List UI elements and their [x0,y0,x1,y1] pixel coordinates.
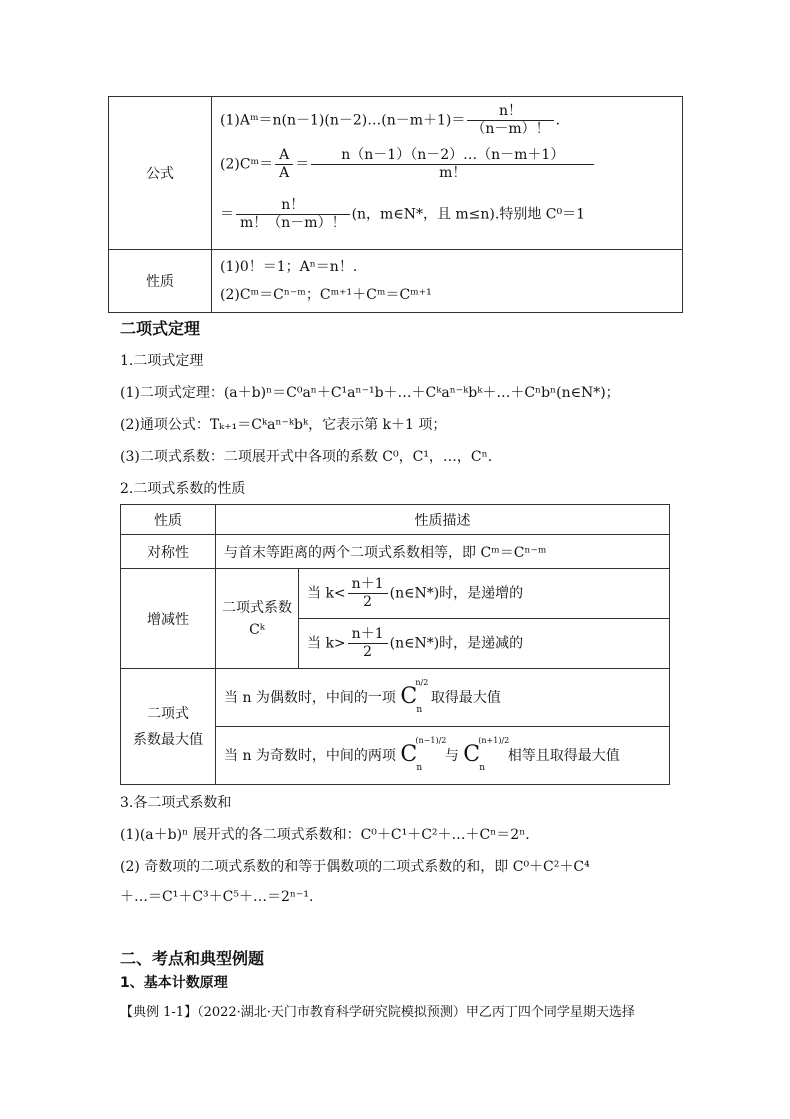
sum-line-3: ＋…＝C¹＋C³＋C⁵＋…＝2ⁿ⁻¹. [120,889,314,905]
binomial-c-symbol: C (n−1)/2 n [400,735,447,773]
formula-line-3: ＝ $\frac{n!}{m!(n-m)!}$ (n，m∈N*，且 m≤n).特别地 C⁰＝1 [220,197,586,231]
section-title-examples: 二、考点和典型例题 [120,949,265,968]
formula-label: 公式 [109,97,212,250]
binomial-line-1: (1)二项式定理：(a＋b)ⁿ＝C⁰aⁿ＋C¹aⁿ⁻¹b＋…＋Cᵏaⁿ⁻ᵏbᵏ＋…＋Cⁿbⁿ(n∈N*)； [120,385,620,401]
property-line-2: (2)Cᵐ＝Cⁿ⁻ᵐ；Cᵐ⁺¹＋Cᵐ＝Cᵐ⁺¹ [220,287,432,303]
binomial-line-2: (2)通项公式：Tₖ₊₁＝Cᵏaⁿ⁻ᵏbᵏ，它表示第 k＋1 项； [120,417,447,433]
sum-line-1: (1)(a＋b)ⁿ 展开式的各二项式系数和：C⁰＋C¹＋C²＋…＋Cⁿ＝2ⁿ. [120,827,530,843]
subheading-3: 3.各二项式系数和 [120,795,232,811]
monotonic-label: 增减性 [121,569,216,669]
fraction: $\frac{n!}{(n-m)!}$ [467,103,553,138]
header-description: 性质描述 [216,505,670,535]
binomial-c-symbol: C (n+1)/2 n [463,735,510,773]
subheading-1: 1.二项式定理 [120,353,204,369]
increasing-desc: 当 k< $\frac{n+1}{2}$ (n∈N*)时，是递增的 [299,569,670,619]
binomial-line-3: (3)二项式系数：二项展开式中各项的系数 C⁰，C¹，…，Cⁿ. [120,449,493,465]
property-line-1: (1)0！＝1；Aⁿ＝n！. [220,259,358,275]
property-label: 性质 [109,250,212,313]
even-case: 当 n 为偶数时，中间的一项 C n/2 n 取得最大值 [216,669,670,727]
section-title-binomial: 二项式定理 [120,319,201,338]
formula-table [108,96,683,313]
max-label: 二项式 系数最大值 [121,669,216,785]
subheading-counting: 1、基本计数原理 [120,975,228,991]
binomial-properties-table [120,504,670,785]
decreasing-desc: 当 k> $\frac{n+1}{2}$ (n∈N*)时，是递减的 [299,619,670,669]
monotonic-sub: 二项式系数 Cᵏ [216,569,299,669]
header-property: 性质 [121,505,216,535]
example-1-1: 【典例 1-1】（2022·湖北·天门市教育科学研究院模拟预测）甲乙丙丁四个同学星期天选择 [120,1005,635,1020]
odd-case: 当 n 为奇数时，中间的两项 C (n−1)/2 n 与 C (n+1)/2 n 相等且取得最大值 [216,727,670,785]
subheading-2: 2.二项式系数的性质 [120,481,246,497]
symmetry-desc: 与首末等距离的两个二项式系数相等，即 Cᵐ＝Cⁿ⁻ᵐ [216,535,670,569]
symmetry-label: 对称性 [121,535,216,569]
formula-line-2: (2)Cᵐ＝ $\frac{A}{A}$ ＝ $\frac{n(n-1)(n-2)\dots(n-m+1)}{m!}$ [220,147,596,182]
property-cell [212,250,683,313]
sum-line-2: (2) 奇数项的二项式系数的和等于偶数项的二项式系数的和，即 C⁰＋C²＋C⁴ [120,859,590,875]
binomial-c-symbol: C n/2 n [400,677,429,715]
formula-cell [212,97,683,250]
formula-line-1: (1)Aᵐ＝n(n－1)(n－2)…(n－m＋1)＝ $\frac{n!}{(n-m)!}$ . [220,103,561,137]
